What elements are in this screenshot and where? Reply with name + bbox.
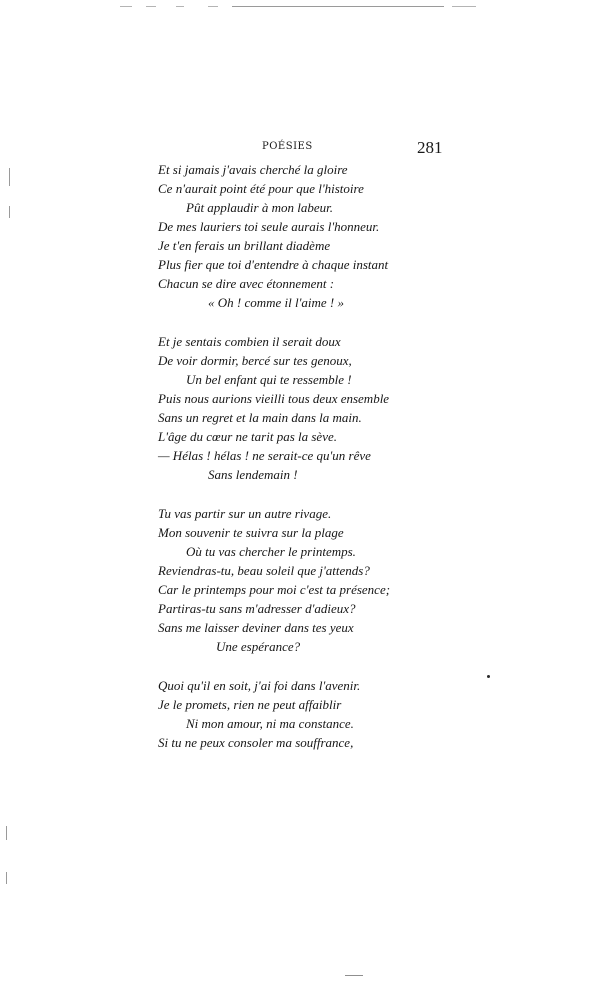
poem-line: Et si jamais j'avais cherché la gloire	[158, 162, 348, 177]
stanza	[158, 676, 438, 752]
poem-line: Plus fier que toi d'entendre à chaque instant	[158, 257, 389, 272]
poem-line: Si tu ne peux consoler ma souffrance,	[158, 735, 354, 750]
scan-edge-mark	[6, 872, 7, 884]
page-number: 281	[417, 138, 443, 157]
scan-edge-mark	[9, 168, 10, 186]
poem-body	[158, 160, 438, 752]
scan-edge-mark	[9, 206, 10, 218]
poem-line: Mon souvenir te suivra sur la plage	[158, 525, 344, 540]
poem-line: Puis nous aurions vieilli tous deux ensemble	[158, 391, 390, 406]
poem-line: « Oh ! comme il l'aime ! »	[208, 295, 344, 310]
poem-line: Je le promets, rien ne peut affaiblir	[158, 697, 342, 712]
scan-artifact	[176, 6, 184, 7]
stanza	[158, 332, 438, 484]
poem-line: Sans me laisser deviner dans tes yeux	[158, 620, 354, 635]
poem-line: Sans un regret et la main dans la main.	[158, 410, 362, 425]
poem-line: Un bel enfant qui te ressemble !	[186, 372, 352, 387]
poem-line: Je t'en ferais un brillant diadème	[158, 238, 331, 253]
poem-line: Ce n'aurait point été pour que l'histoire	[158, 181, 364, 196]
poem-line: Ni mon amour, ni ma constance.	[186, 716, 354, 731]
poem-line: Tu vas partir sur un autre rivage.	[158, 506, 332, 521]
poem-line: Pût applaudir à mon labeur.	[186, 200, 333, 215]
stanza	[158, 160, 438, 312]
poem-line: Sans lendemain !	[208, 467, 298, 482]
poem-line: Partiras-tu sans m'adresser d'adieux?	[158, 601, 356, 616]
poem-line: Une espérance?	[216, 639, 301, 654]
poem-line: Quoi qu'il en soit, j'ai foi dans l'avenir.	[158, 678, 361, 693]
poem-line: Car le printemps pour moi c'est ta présence;	[158, 582, 391, 597]
poem-line: De mes lauriers toi seule aurais l'honneur.	[158, 219, 380, 234]
poem-line: — Hélas ! hélas ! ne serait-ce qu'un rêve	[158, 448, 371, 463]
poem-line: Où tu vas chercher le printemps.	[186, 544, 356, 559]
scan-top-rule	[232, 6, 444, 7]
scan-artifact	[120, 6, 132, 7]
scan-artifact	[452, 6, 476, 7]
poem-line: Chacun se dire avec étonnement :	[158, 276, 335, 291]
poem-line: L'âge du cœur ne tarit pas la sève.	[158, 429, 337, 444]
ink-speck	[487, 675, 490, 678]
scan-artifact	[345, 975, 363, 976]
poem-line: De voir dormir, bercé sur tes genoux,	[158, 353, 352, 368]
scan-artifact	[146, 6, 156, 7]
running-title: POÉSIES	[262, 141, 313, 152]
scan-artifact	[208, 6, 218, 7]
stanza	[158, 504, 438, 656]
poem-line: Reviendras-tu, beau soleil que j'attends?	[158, 563, 370, 578]
scan-edge-mark	[6, 826, 7, 840]
poem-line: Et je sentais combien il serait doux	[158, 334, 341, 349]
